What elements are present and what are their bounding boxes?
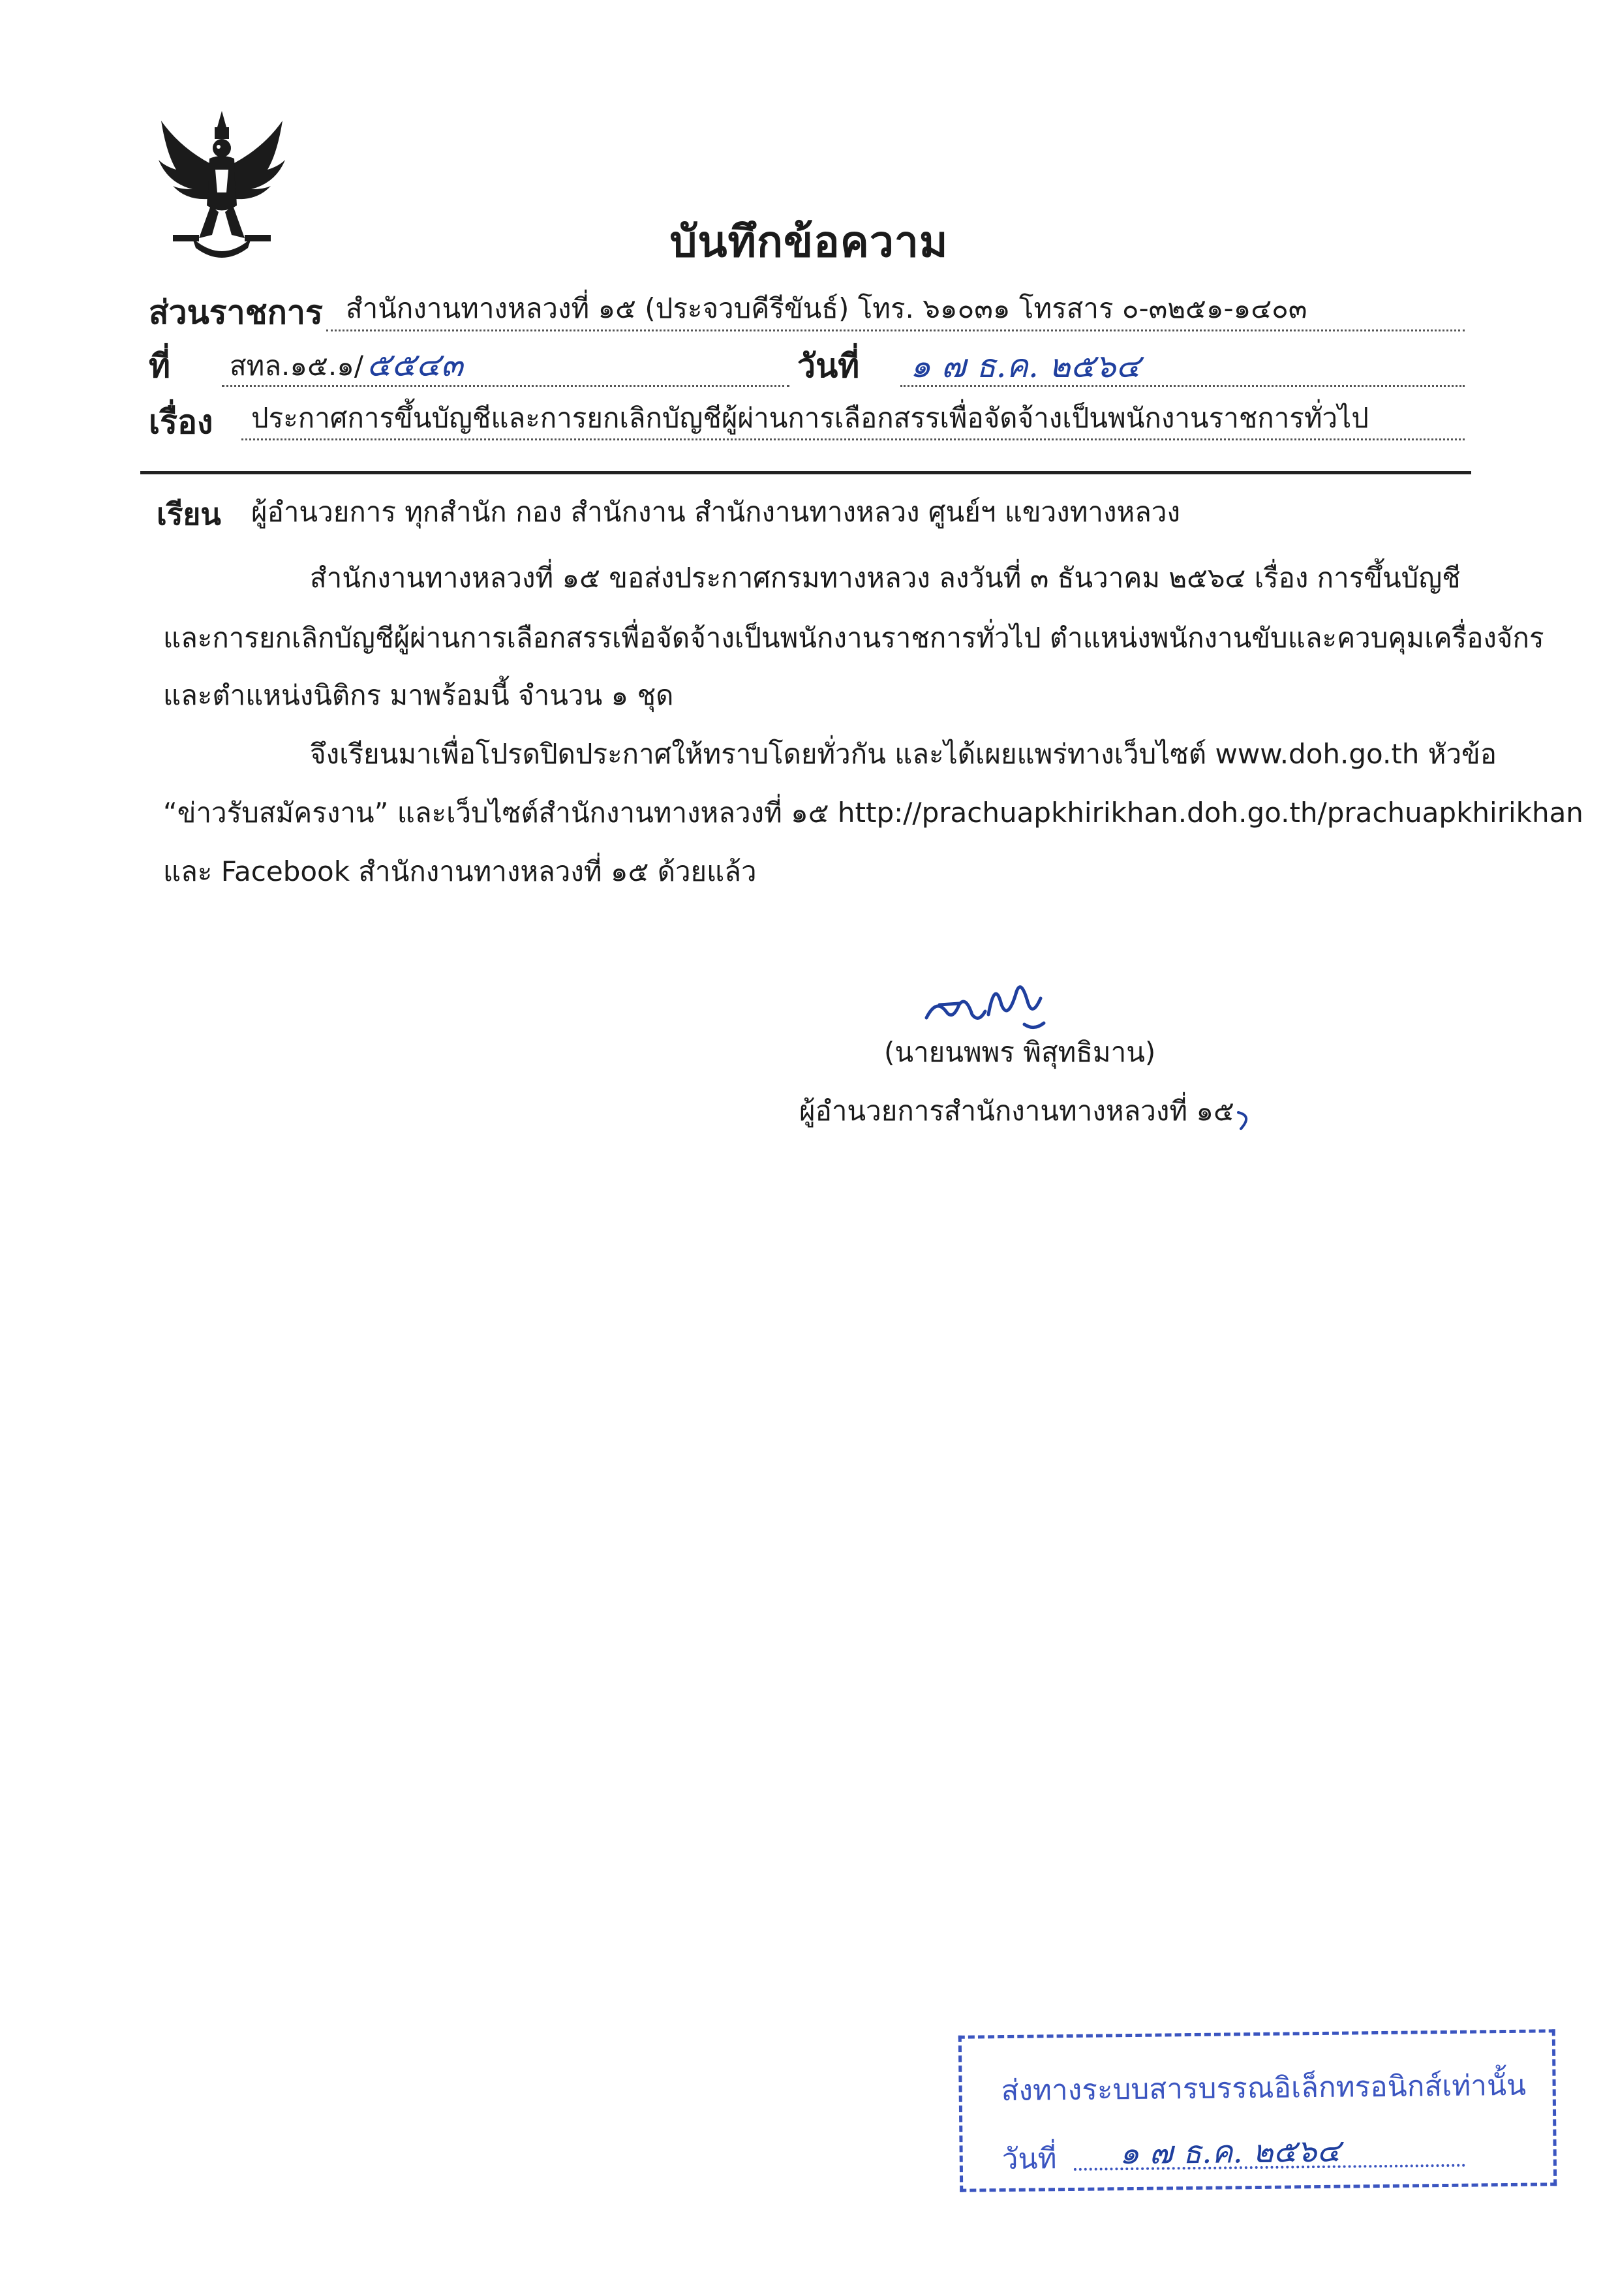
header-rule	[140, 471, 1471, 474]
ref-value: สทล.๑๕.๑/	[230, 350, 364, 382]
stamp-date-handwritten: ๑ ๗ ธ.ค. ๒๕๖๔	[1119, 2132, 1341, 2172]
date-label: วันที่	[797, 347, 860, 385]
agency-label: ส่วนราชการ	[149, 294, 323, 331]
ref-dotline	[222, 385, 789, 387]
handwritten-signature	[920, 966, 1050, 1037]
date-handwritten: ๑ ๗ ธ.ค. ๒๕๖๔	[910, 347, 1141, 385]
para1-line1: สำนักงานทางหลวงที่ ๑๕ ขอส่งประกาศกรมทางหลวง ลงวันที่ ๓ ธันวาคม ๒๕๖๔ เรื่อง การขึ้นบัญชี	[310, 562, 1461, 594]
para2-line2: “ข่าวรับสมัครงาน” และเว็บไซต์สำนักงานทางหลวงที่ ๑๕ http://prachuapkhirikhan.doh.go.th/prachuapkhirikhan	[163, 797, 1583, 829]
signer-name: (นายนพพร พิสุทธิมาน)	[884, 1036, 1156, 1068]
to-value: ผู้อำนวยการ ทุกสำนัก กอง สำนักงาน สำนักงานทางหลวง ศูนย์ฯ แขวงทางหลวง	[251, 496, 1180, 528]
stamp-line1: ส่งทางระบบสารบรรณอิเล็กทรอนิกส์เท่านั้น	[1001, 2068, 1527, 2108]
ref-handwritten: ๕๕๔๓	[367, 346, 463, 384]
stamp-date-label: วันที่	[1001, 2142, 1057, 2177]
memo-title: บันทึกข้อความ	[669, 217, 949, 267]
agency-dotline	[326, 329, 1465, 331]
electronic-document-stamp	[958, 2029, 1557, 2192]
para2-line1: จึงเรียนมาเพื่อโปรดปิดประกาศให้ทราบโดยทั่วกัน และได้เผยแพร่ทางเว็บไซต์ www.doh.go.th หัวข้อ	[310, 738, 1497, 770]
date-dotline	[900, 385, 1465, 387]
position-mark	[1233, 1103, 1259, 1135]
subject-value: ประกาศการขึ้นบัญชีและการยกเลิกบัญชีผู้ผ่านการเลือกสรรเพื่อจัดจ้างเป็นพนักงานราชการทั่วไป	[251, 402, 1369, 434]
subject-label: เรื่อง	[149, 403, 213, 441]
para1-line2: และการยกเลิกบัญชีผู้ผ่านการเลือกสรรเพื่อจัดจ้างเป็นพนักงานราชการทั่วไป ตำแหน่งพนักงานขับและควบคุมเครื่องจักร	[163, 622, 1544, 654]
para2-line3: และ Facebook สำนักงานทางหลวงที่ ๑๕ ด้วยแล้ว	[163, 855, 757, 887]
para1-line3: และตำแหน่งนิติกร มาพร้อมนี้ จำนวน ๑ ชุด	[163, 679, 674, 711]
signer-position: ผู้อำนวยการสำนักงานทางหลวงที่ ๑๕	[799, 1095, 1234, 1127]
subject-dotline	[241, 438, 1465, 440]
agency-value: สำนักงานทางหลวงที่ ๑๕ (ประจวบคีรีขันธ์) โทร. ๖๑๐๓๑ โทรสาร ๐-๓๒๕๑-๑๔๐๓	[346, 292, 1307, 324]
ref-label: ที่	[149, 347, 170, 385]
to-label: เรียน	[157, 497, 221, 532]
